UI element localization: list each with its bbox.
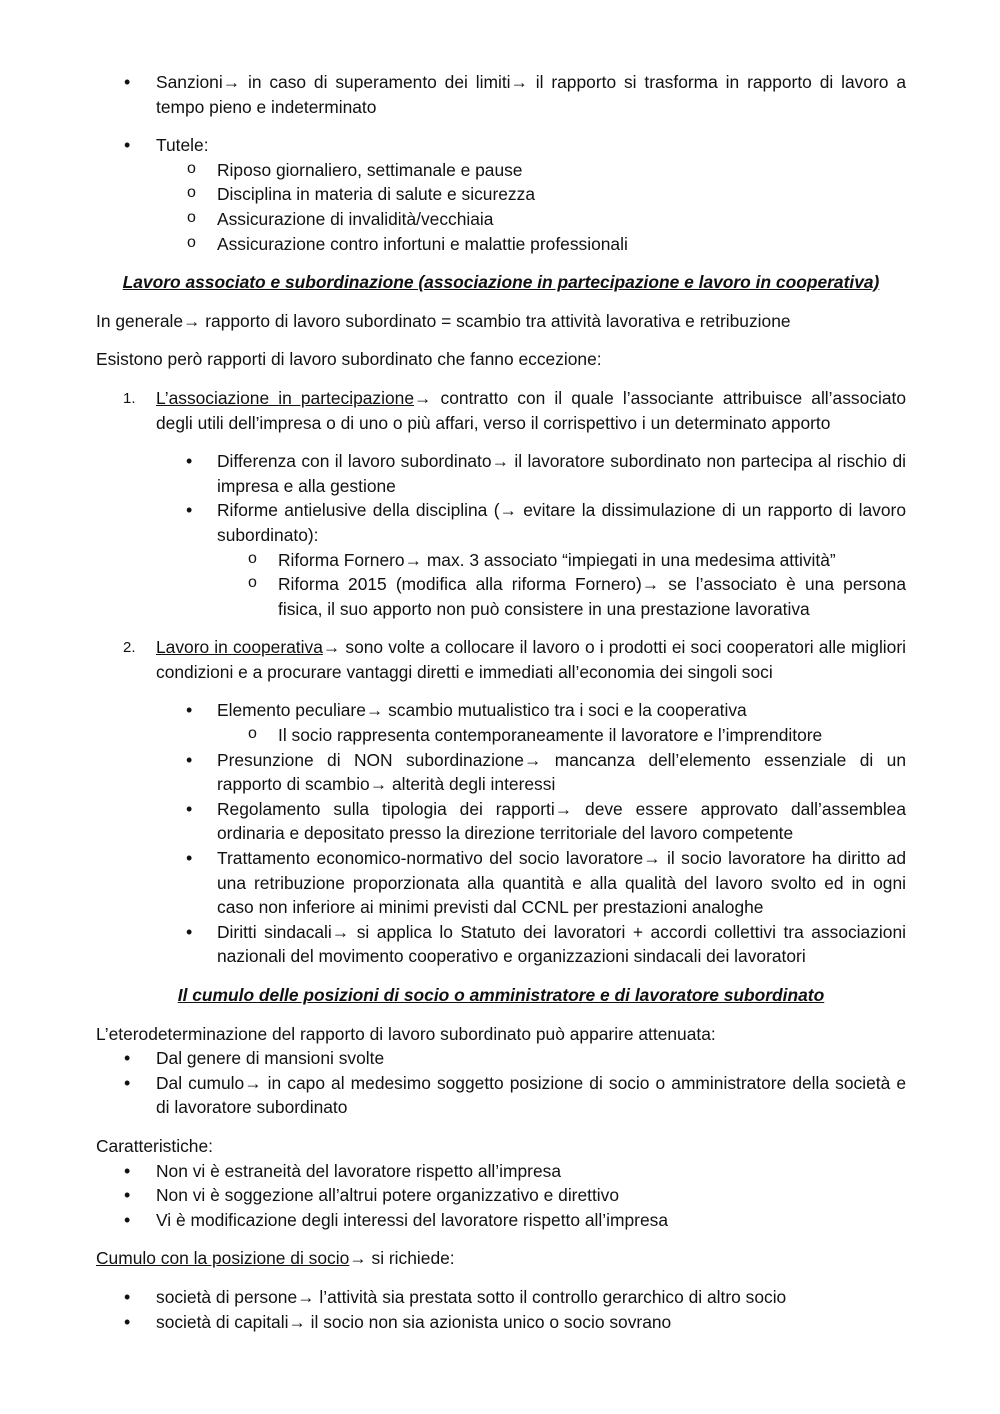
list-item: • Non vi è soggezione all’altrui potere organizzativo e direttivo bbox=[96, 1183, 906, 1208]
paragraph-cumulo-socio bbox=[96, 1246, 906, 1271]
item-number: 2. bbox=[123, 639, 136, 657]
riforme-sublist bbox=[96, 548, 906, 622]
numbered-item-associazione bbox=[96, 386, 906, 435]
associazione-bullets bbox=[96, 449, 906, 547]
list-item: • Regolamento sulla tipologia dei rapporti→ deve essere approvato dall’assemblea ordinaria e depositato presso la direzione territoriale del lavoro competente bbox=[96, 797, 906, 846]
paragraph: In generale→ rapporto di lavoro subordinato = scambio tra attività lavorativa e retribuzione bbox=[96, 310, 791, 331]
cooperativa-bullets-more bbox=[96, 748, 906, 969]
item-text: → contratto con il quale l’associante attribuisce all’associato degli utili dell’impresa o di uno o più affari, verso il corrispettivo i un determinato apporto bbox=[156, 387, 907, 433]
paragraph: Caratteristiche: bbox=[96, 1135, 213, 1156]
numbered-item-cooperativa bbox=[96, 635, 906, 684]
list-item: • società di capitali→ il socio non sia azionista unico o socio sovrano bbox=[96, 1310, 906, 1335]
term-cumulo-socio: Cumulo con la posizione di socio bbox=[96, 1248, 350, 1269]
cooperativa-bullets bbox=[96, 698, 906, 723]
cooperativa-sublist bbox=[96, 723, 906, 748]
societa-list bbox=[96, 1285, 906, 1334]
item-text: → sono volte a collocare il lavoro o i prodotti ei soci cooperatori alle migliori condizioni e a procurare vantaggi diretti e immediati all’economia dei singoli soci bbox=[156, 637, 906, 682]
paragraph: L’eterodeterminazione del rapporto di lavoro subordinato può apparire attenuata: bbox=[96, 1023, 716, 1044]
document-page bbox=[96, 70, 906, 1334]
paragraph-text: → si richiede: bbox=[349, 1248, 455, 1269]
list-item: • Elemento peculiare→ scambio mutualistico tra i soci e la cooperativa bbox=[96, 698, 906, 723]
list-item: o Assicurazione contro infortuni e malattie professionali bbox=[96, 232, 906, 257]
term-associazione: L’associazione in partecipazione bbox=[156, 387, 414, 408]
list-item: • Presunzione di NON subordinazione→ mancanza dell’elemento essenziale di un rapporto di scambio→ alterità degli interessi bbox=[96, 748, 906, 797]
item-number: 1. bbox=[123, 389, 136, 407]
list-item: • Trattamento economico-normativo del socio lavoratore→ il socio lavoratore ha diritto ad una retribuzione proporzionata alla quantità e alla qualità del lavoro svolto ed in ogni caso non inferiore ai minimi previsti dal CCNL per prestazioni analoghe bbox=[96, 846, 906, 920]
attenuata-list bbox=[96, 1046, 906, 1120]
caratteristiche-list bbox=[96, 1159, 906, 1233]
list-item: • Diritti sindacali→ si applica lo Statuto dei lavoratori + accordi collettivi tra associazioni nazionali del movimento cooperativo e organizzazioni sindacali dei lavoratori bbox=[96, 920, 906, 969]
section-heading-cumulo: Il cumulo delle posizioni di socio o amministratore e di lavoratore subordinato bbox=[177, 985, 825, 1005]
list-item: o Riforma Fornero→ max. 3 associato “impiegati in una medesima attività” bbox=[96, 548, 906, 573]
numbered-list bbox=[96, 386, 906, 435]
list-item: • Differenza con il lavoro subordinato→ il lavoratore subordinato non partecipa al rischio di impresa e alla gestione bbox=[96, 449, 906, 498]
list-item: • Vi è modificazione degli interessi del lavoratore rispetto all’impresa bbox=[96, 1208, 906, 1233]
paragraph: Esistono però rapporti di lavoro subordinato che fanno eccezione: bbox=[96, 349, 602, 370]
list-item-tutele bbox=[96, 133, 906, 158]
list-item: o Il socio rappresenta contemporaneamente il lavoratore e l’imprenditore bbox=[96, 723, 906, 748]
list-item: o Assicurazione di invalidità/vecchiaia bbox=[96, 207, 906, 232]
list-item-sanzioni: • Sanzioni→ in caso di superamento dei limiti→ il rapporto si trasforma in rapporto di lavoro a tempo pieno e indeterminato bbox=[96, 70, 906, 119]
list-item: • Dal genere di mansioni svolte bbox=[96, 1046, 906, 1071]
list-item: • Riforme antielusive della disciplina (→ evitare la dissimulazione di un rapporto di lavoro subordinato): bbox=[96, 498, 906, 547]
list-item: o Disciplina in materia di salute e sicurezza bbox=[96, 182, 906, 207]
list-item: • Non vi è estraneità del lavoratore rispetto all’impresa bbox=[96, 1159, 906, 1184]
list-item: o Riposo giornaliero, settimanale e pause bbox=[96, 158, 906, 183]
numbered-list bbox=[96, 635, 906, 684]
list-item: o Riforma 2015 (modifica alla riforma Fornero)→ se l’associato è una persona fisica, il suo apporto non può consistere in una prestazione lavorativa bbox=[96, 572, 906, 621]
term-cooperativa: Lavoro in cooperativa bbox=[156, 637, 323, 658]
section-heading-lavoro-associato: Lavoro associato e subordinazione (associazione in partecipazione e lavoro in cooperativa) bbox=[122, 272, 880, 293]
list-item: • società di persone→ l’attività sia prestata sotto il controllo gerarchico di altro socio bbox=[96, 1285, 906, 1310]
tutele-label: Tutele: bbox=[156, 135, 209, 156]
intro-list bbox=[96, 70, 906, 158]
tutele-sublist bbox=[96, 158, 906, 256]
list-item: • Dal cumulo→ in capo al medesimo soggetto posizione di socio o amministratore della società e di lavoratore subordinato bbox=[96, 1071, 906, 1120]
